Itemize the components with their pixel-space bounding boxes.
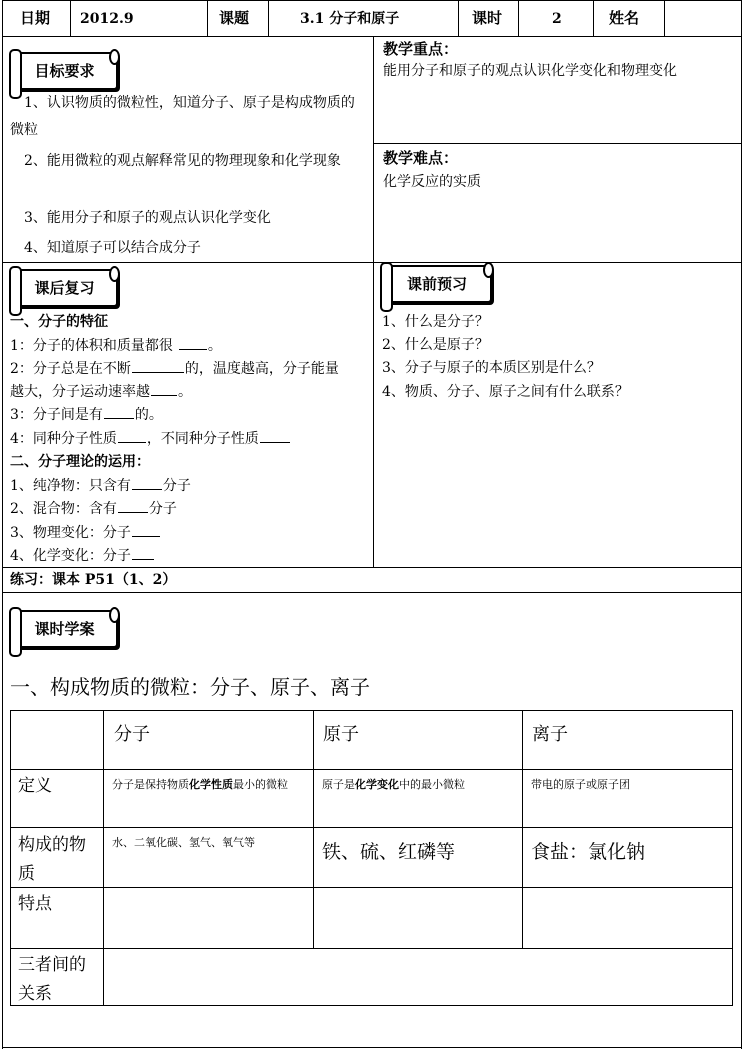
- name-label: 姓名: [609, 9, 640, 27]
- review-line-2-text: 2：分子总是在不断: [10, 361, 131, 377]
- review-line-2: [10, 358, 339, 379]
- blank-field[interactable]: [118, 498, 148, 513]
- blank-field[interactable]: [179, 335, 207, 350]
- col-header-molecule: 分子: [114, 724, 150, 745]
- lesson-title: 课时学案: [34, 620, 95, 638]
- lesson-heading: 一、构成物质的微粒：分子、原子、离子: [10, 675, 370, 699]
- blank-field[interactable]: [151, 381, 177, 396]
- period-value: 2: [552, 11, 562, 27]
- goal-item-4: 4、知道原子可以结合成分子: [24, 240, 201, 256]
- review-line-2b: [10, 381, 192, 402]
- blank-field[interactable]: [132, 475, 162, 490]
- preview-question-1: 1、什么是分子？: [382, 314, 489, 330]
- table-border: [10, 1005, 733, 1006]
- topic-value: 3.1 分子和原子: [300, 11, 400, 27]
- review-line-3-end: 的。: [134, 407, 163, 423]
- table-border: [313, 710, 314, 949]
- practice-line: 练习：课本 P51（1、2）: [10, 572, 177, 588]
- col-header-ion: 离子: [532, 724, 568, 745]
- def-atom-b: 化学变化: [355, 778, 399, 791]
- review-line-4-mid: ，不同种分子性质: [146, 431, 259, 447]
- table-border: [522, 710, 523, 949]
- goals-banner: [11, 52, 118, 90]
- blank-field[interactable]: [260, 428, 290, 443]
- key-point-label: 教学重点：: [383, 40, 459, 58]
- review-line-4: [10, 428, 291, 449]
- def-molecule: [112, 772, 310, 798]
- table-border: [732, 710, 733, 1006]
- header-divider: [70, 0, 71, 37]
- table-border: [10, 887, 733, 888]
- def-atom-a: 原子是: [322, 778, 355, 791]
- outer-border-top: [2, 0, 742, 1]
- header-divider: [458, 0, 459, 37]
- blank-field[interactable]: [132, 522, 160, 537]
- blank-field[interactable]: [132, 545, 154, 560]
- review-m1-text: 1、纯净物：只含有: [10, 478, 131, 494]
- review-m3: [10, 522, 161, 543]
- review-banner: [11, 269, 118, 307]
- review-line-4-text: 4：同种分子性质: [10, 431, 117, 447]
- review-m1-end: 分子: [162, 478, 191, 494]
- review-section-2: 二、分子理论的运用：: [10, 454, 150, 470]
- review-m1: [10, 475, 191, 496]
- review-line-1-end: 。: [207, 338, 222, 354]
- preview-question-3: 3、分子与原子的本质区别是什么？: [382, 360, 601, 376]
- topic-label: 课题: [219, 9, 250, 27]
- difficulty-text: 化学反应的实质: [383, 174, 481, 190]
- review-section-1: 一、分子的特征: [10, 314, 108, 330]
- def-molecule-b: 化学性质: [189, 778, 233, 791]
- right-split-line: [373, 143, 742, 144]
- review-line-1: [10, 335, 222, 356]
- middle-divider: [373, 36, 374, 568]
- preview-title: 课前预习: [406, 275, 467, 293]
- date-label: 日期: [20, 9, 51, 27]
- review-m2: [10, 498, 177, 519]
- sub-atom: 铁、硫、红磷等: [322, 841, 456, 863]
- review-m3-text: 3、物理变化：分子: [10, 525, 131, 541]
- preview-question-2: 2、什么是原子？: [382, 337, 489, 353]
- header-divider: [593, 0, 594, 37]
- def-ion: 带电的原子或原子团: [531, 778, 630, 791]
- review-line-3: [10, 404, 163, 425]
- goal-item-1: 1、认识物质的微粒性，知道分子、原子是构成物质的微粒: [10, 95, 355, 138]
- section-line: [2, 567, 742, 568]
- table-border: [10, 948, 733, 949]
- header-bottom-line: [2, 36, 742, 37]
- section-line: [2, 592, 742, 593]
- def-atom: [322, 775, 465, 795]
- key-point-text: 能用分子和原子的观点认识化学变化和物理变化: [383, 63, 677, 79]
- lesson-banner: [11, 610, 118, 648]
- goal-item-2: 2、能用微粒的观点解释常见的物理现象和化学现象: [24, 153, 341, 169]
- header-divider: [207, 0, 208, 37]
- header-divider: [664, 0, 665, 37]
- period-label: 课时: [472, 9, 503, 27]
- outer-border-right: [741, 0, 742, 1049]
- table-border: [103, 710, 104, 1006]
- review-m4: [10, 545, 155, 566]
- header-divider: [518, 0, 519, 37]
- def-molecule-a: 分子是保持物质: [112, 778, 189, 791]
- date-value: 2012.9: [80, 11, 134, 27]
- preview-banner: [382, 265, 492, 303]
- review-m4-text: 4、化学变化：分子: [10, 548, 131, 564]
- outer-border-bottom: [2, 1047, 742, 1048]
- table-border: [10, 710, 733, 711]
- row-label-substance: 构成的物质: [18, 835, 86, 884]
- review-m2-end: 分子: [148, 501, 177, 517]
- outer-border-left: [2, 0, 3, 1049]
- goals-title: 目标要求: [34, 62, 95, 80]
- review-line-2c-text: 越大，分子运动速率越: [10, 384, 150, 400]
- table-border: [10, 827, 733, 828]
- def-molecule-c: 最小的微粒: [233, 778, 288, 791]
- col-header-atom: 原子: [323, 724, 359, 745]
- sub-molecule: 水、二氧化碳、氢气、氧气等: [112, 836, 255, 849]
- row-label-feature: 特点: [18, 894, 52, 914]
- blank-field[interactable]: [118, 428, 146, 443]
- preview-question-4: 4、物质、分子、原子之间有什么联系？: [382, 384, 629, 400]
- difficulty-label: 教学难点：: [383, 149, 459, 167]
- review-m2-text: 2、混合物：含有: [10, 501, 117, 517]
- table-border: [10, 710, 11, 1006]
- blank-field[interactable]: [104, 404, 134, 419]
- header-divider: [268, 0, 269, 37]
- review-title: 课后复习: [34, 279, 95, 297]
- review-line-2-mid: 的，温度越高，分子能量: [184, 361, 339, 377]
- row-label-definition: 定义: [18, 776, 52, 796]
- def-atom-c: 中的最小微粒: [399, 778, 465, 791]
- review-line-3-text: 3：分子间是有: [10, 407, 103, 423]
- goal-item-3: 3、能用分子和原子的观点认识化学变化: [24, 210, 271, 226]
- review-line-1-text: 1：分子的体积和质量都很: [10, 338, 173, 354]
- table-border: [10, 769, 733, 770]
- blank-field[interactable]: [132, 358, 184, 373]
- sub-ion: 食盐：氯化钠: [531, 841, 646, 863]
- row-label-relation: 三者间的关系: [18, 955, 86, 1004]
- section-line: [2, 262, 742, 263]
- review-line-2d-text: 。: [178, 384, 192, 400]
